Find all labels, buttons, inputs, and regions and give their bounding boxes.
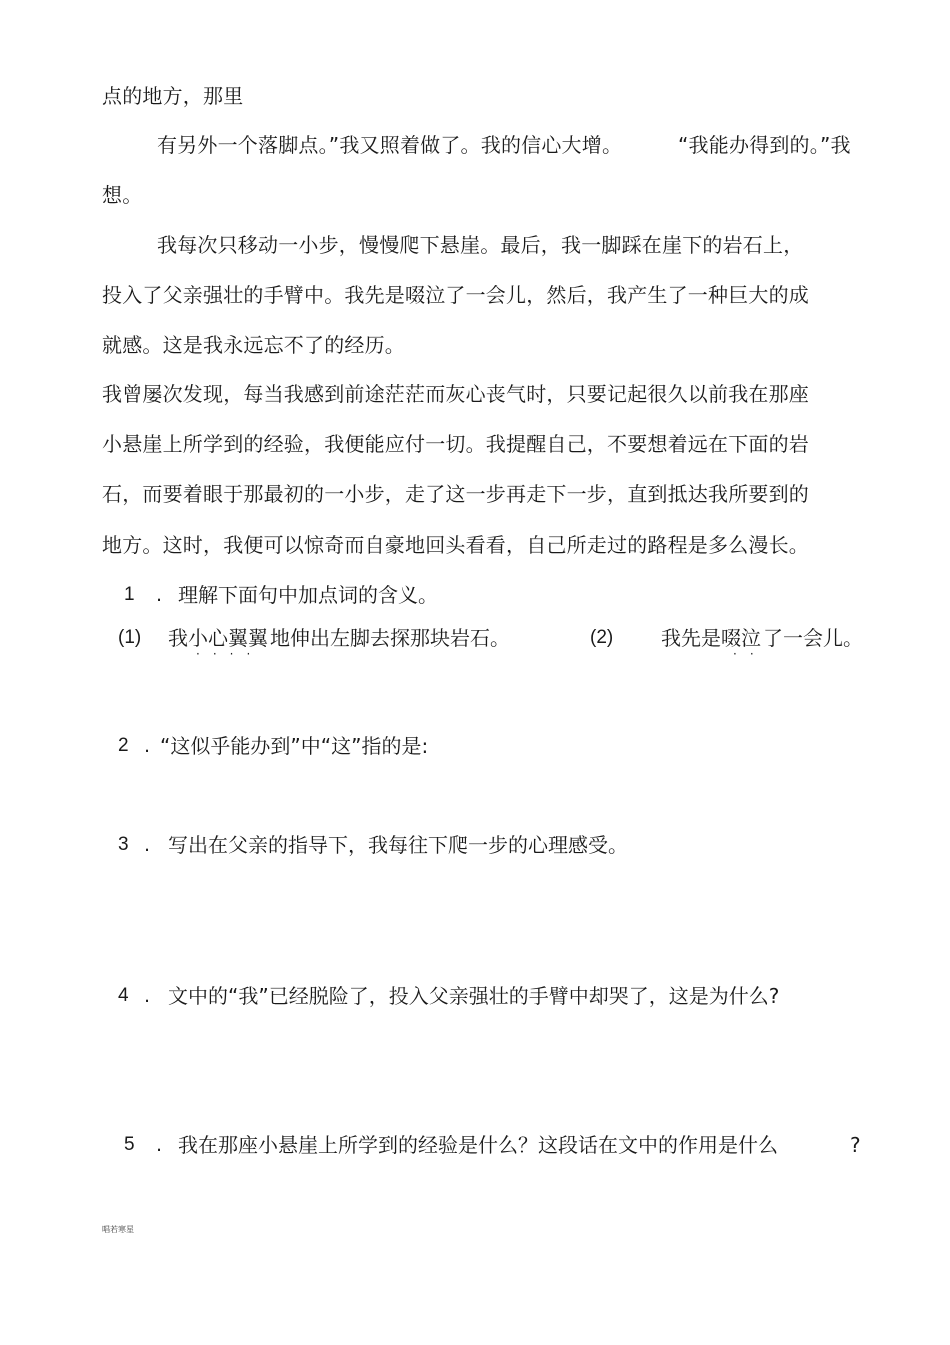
question-3-dot: . <box>144 834 151 856</box>
subitem-2-label: (2) <box>590 627 614 648</box>
question-5-number: 5 <box>124 1134 135 1155</box>
question-4-dot: . <box>144 985 151 1007</box>
question-4-number: 4 <box>118 985 129 1006</box>
question-2-dot: . <box>144 735 151 757</box>
question-4-text: 文中的“我”已经脱险了，投入父亲强壮的手臂中却哭了，这是为什么? <box>168 984 780 1008</box>
question-1-text: 理解下面句中加点词的含义。 <box>178 583 438 607</box>
passage-line-2b: “我能办得到的。”我 <box>678 133 851 157</box>
passage-line-3: 想。 <box>102 183 143 207</box>
question-5-dot: . <box>156 1134 163 1156</box>
question-5-text: 我在那座小悬崖上所学到的经验是什么？这段话在文中的作用是什么 <box>178 1133 778 1157</box>
subitem-1-text: 地伸出左脚去探那块岩石。 <box>270 626 510 650</box>
subitem-1-word: 我小心翼翼 <box>168 626 268 650</box>
passage-line-10: 地方。这时，我便可以惊奇而自豪地回头看看，自己所走过的路程是多么漫长。 <box>102 533 809 557</box>
subitem-1-label: (1) <box>118 627 142 648</box>
passage-line-1: 点的地方，那里 <box>102 84 244 108</box>
question-2-text: “这似乎能办到”中“这”指的是: <box>160 734 429 758</box>
subitem-1-emphasis-dots: ···· <box>196 647 264 661</box>
passage-line-5: 投入了父亲强壮的手臂中。我先是啜泣了一会儿，然后，我产生了一种巨大的成 <box>102 283 809 307</box>
subitem-2-word: 我先是啜泣 <box>661 626 761 650</box>
question-2-number: 2 <box>118 735 129 756</box>
passage-line-4: 我每次只移动一小步，慢慢爬下悬崖。最后，我一脚踩在崖下的岩石上， <box>157 233 804 257</box>
passage-line-6: 就感。这是我永远忘不了的经历。 <box>102 333 405 357</box>
passage-line-7: 我曾屡次发现，每当我感到前途茫茫而灰心丧气时，只要记起很久以前我在那座 <box>102 382 809 406</box>
passage-line-9: 石，而要着眼于那最初的一小步，走了这一步再走下一步，直到抵达我所要到的 <box>102 482 809 506</box>
question-3-number: 3 <box>118 834 129 855</box>
passage-line-8: 小悬崖上所学到的经验，我便能应付一切。我提醒自己，不要想着远在下面的岩 <box>102 432 809 456</box>
question-1-dot: . <box>156 584 163 606</box>
question-5-tail: ? <box>850 1133 861 1157</box>
passage-line-2: 有另外一个落脚点。”我又照着做了。我的信心大增。 <box>157 133 623 157</box>
question-3-text: 写出在父亲的指导下，我每往下爬一步的心理感受。 <box>168 833 628 857</box>
subitem-2-text: 了一会儿。 <box>763 626 863 650</box>
question-1-number: 1 <box>124 584 135 605</box>
subitem-2-emphasis-dots: ·· <box>733 647 767 661</box>
footer-note: 唱若寒星 <box>102 1225 134 1234</box>
